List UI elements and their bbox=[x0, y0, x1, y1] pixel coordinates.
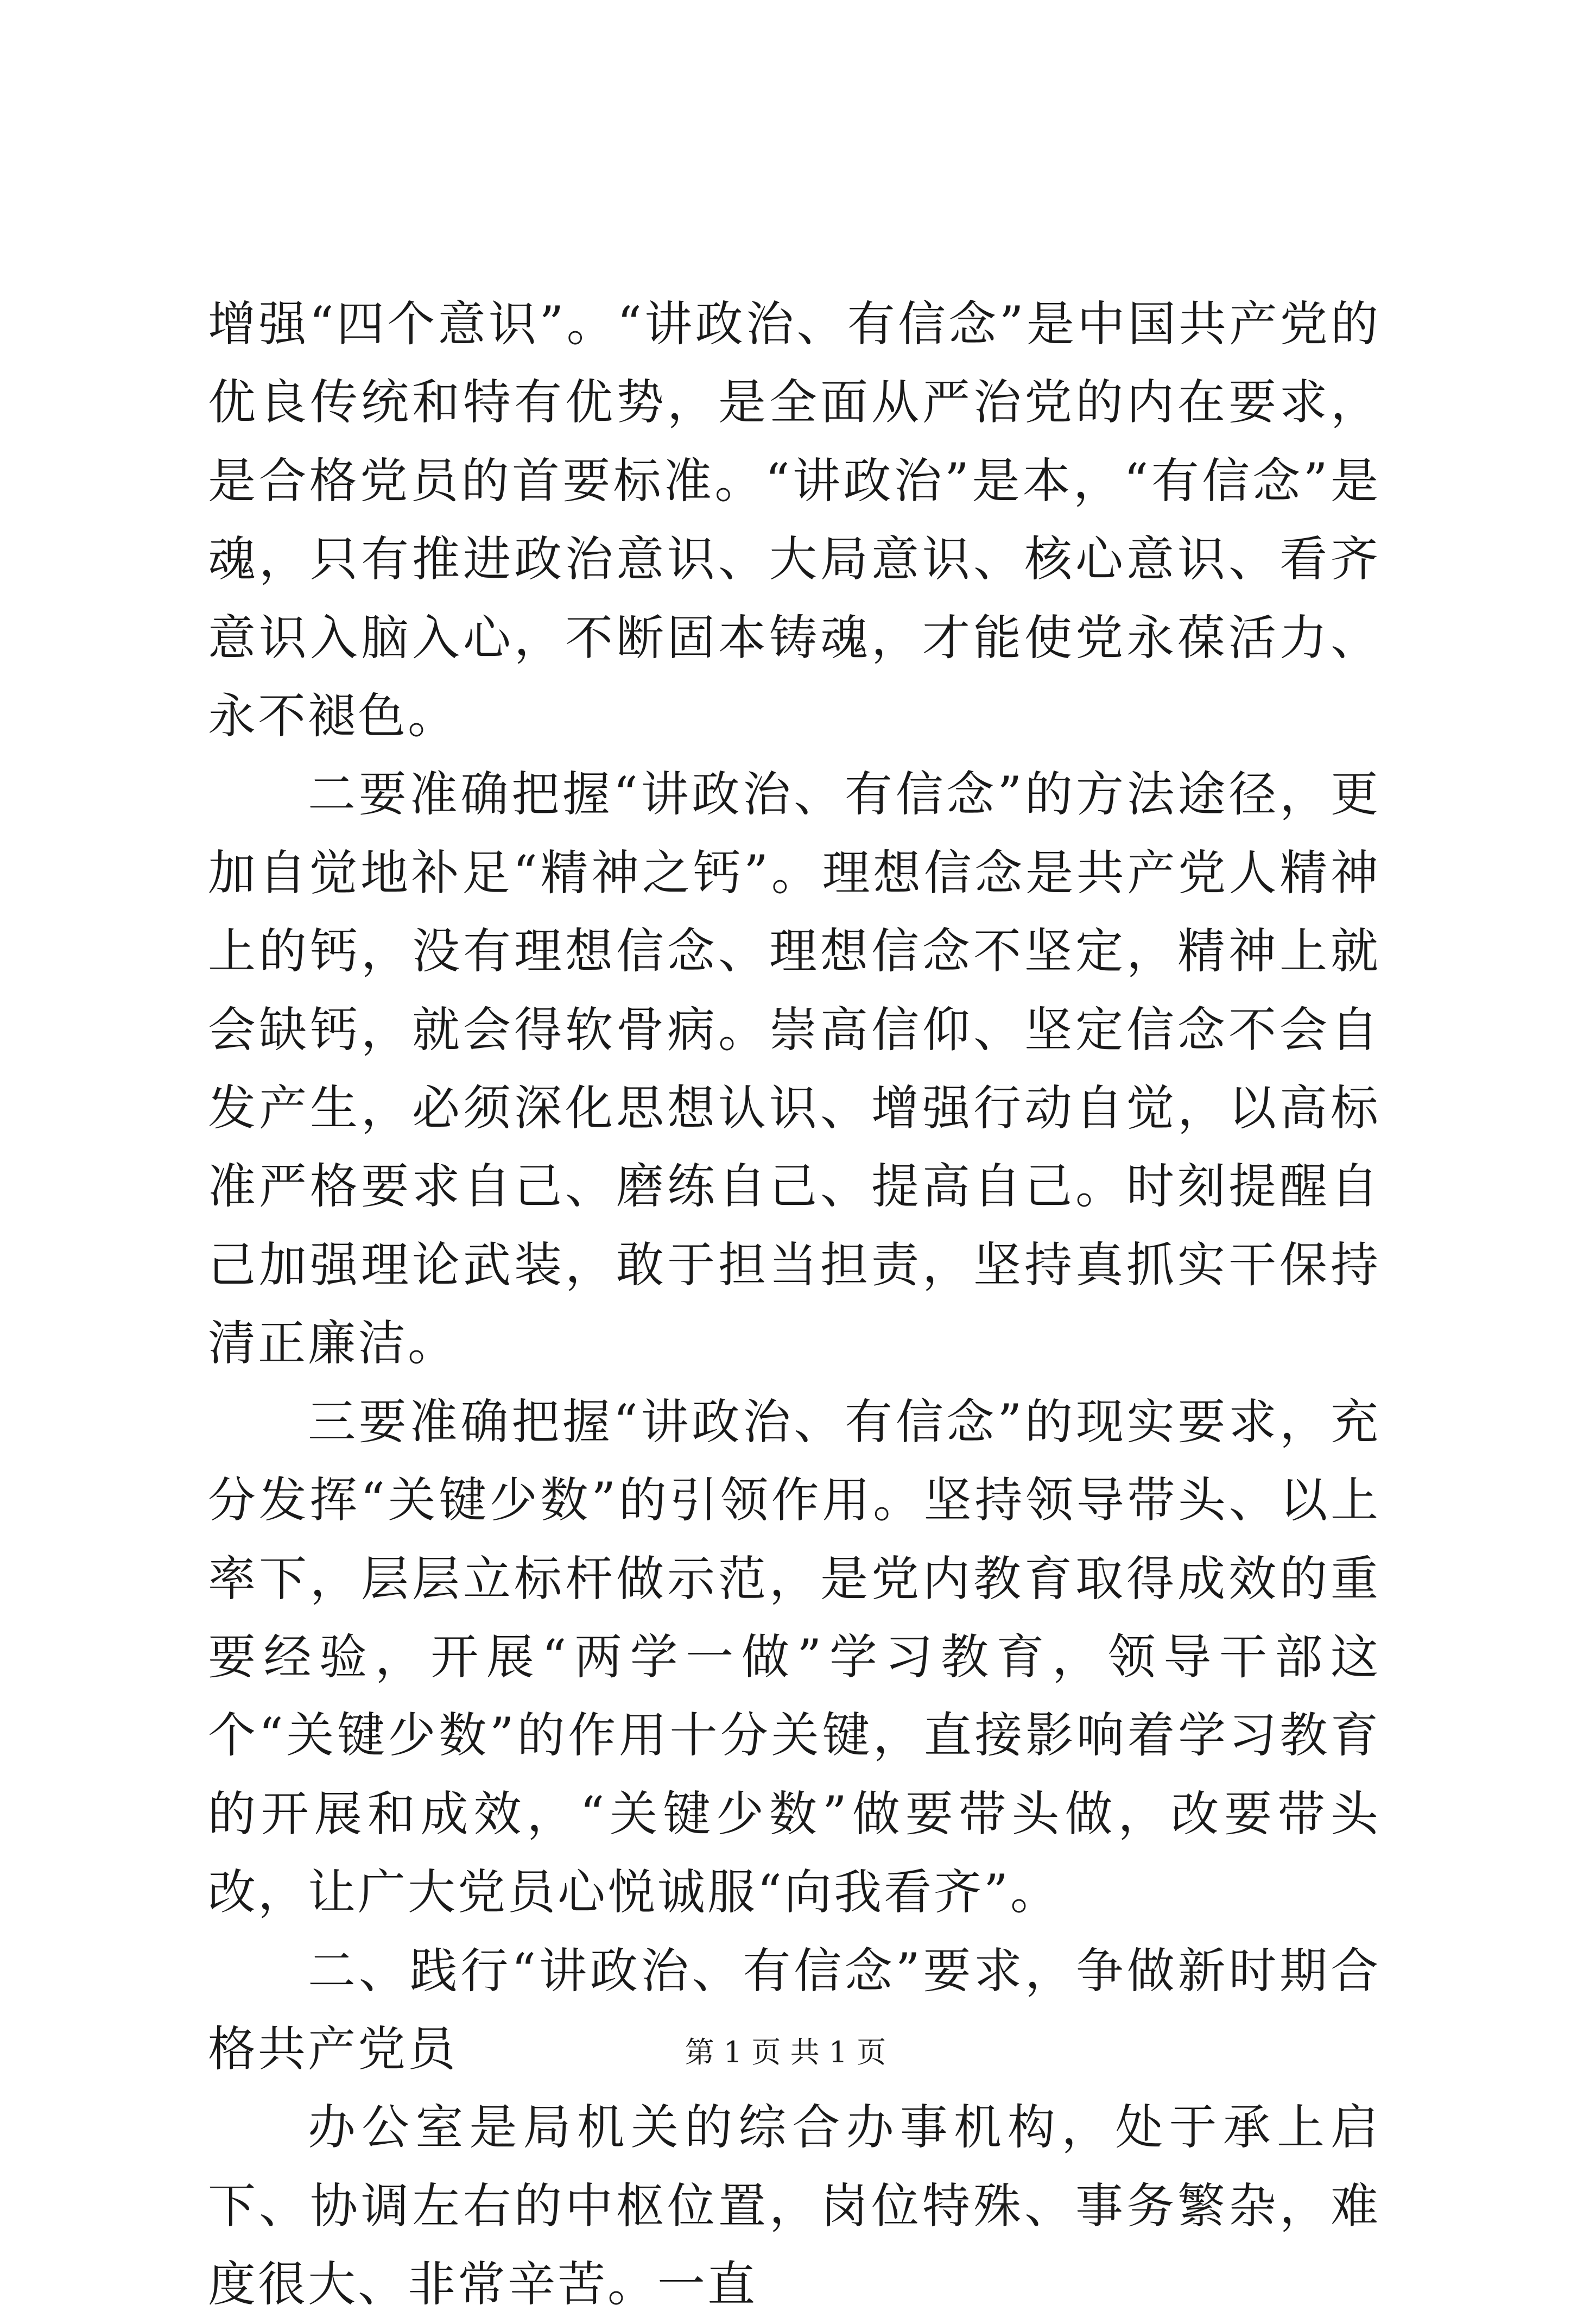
document-body bbox=[208, 285, 1380, 2324]
paragraph-1: 增强“四个意识”。“讲政治、有信念”是中国共产党的优良传统和特有优势，是全面从严治党的内在要求，是合格党员的首要标准。“讲政治”是本，“有信念”是魂，只有推进政治意识、大局意识、核心意识、看齐意识入脑入心，不断固本铸魂，才能使党永葆活力、永不褪色。 bbox=[208, 296, 1380, 744]
paragraph-3: 三要准确把握“讲政治、有信念”的现实要求，充分发挥“关键少数”的引领作用。坚持领导带头、以上率下，层层立标杆做示范，是党内教育取得成效的重要经验，开展“两学一做”学习教育，领导干部这个“关键少数”的作用十分关键，直接影响着学习教育的开展和成效，“关键少数”做要带头做，改要带头改，让广大党员心悦诚服“向我看齐”。 bbox=[208, 1393, 1380, 1921]
section-heading: 二、践行“讲政治、有信念”要求，争做新时期合格共产党员 bbox=[208, 1942, 1380, 2077]
page-number-footer: 第 1 页 共 1 页 bbox=[685, 2035, 886, 2069]
paragraph-4: 办公室是局机关的综合办事机构，处于承上启下、协调左右的中枢位置，岗位特殊、事务繁杂，难度很大、非常辛苦。一直 bbox=[208, 2099, 1380, 2313]
paragraph-2: 二要准确把握“讲政治、有信念”的方法途径，更加自觉地补足“精神之钙”。理想信念是共产党人精神上的钙，没有理想信念、理想信念不坚定，精神上就会缺钙，就会得软骨病。崇高信仰、坚定信念不会自发产生，必须深化思想认识、增强行动自觉，以高标准严格要求自己、磨练自己、提高自己。时刻提醒自己加强理论武装，敢于担当担责，坚持真抓实干保持清正廉洁。 bbox=[208, 766, 1380, 1372]
